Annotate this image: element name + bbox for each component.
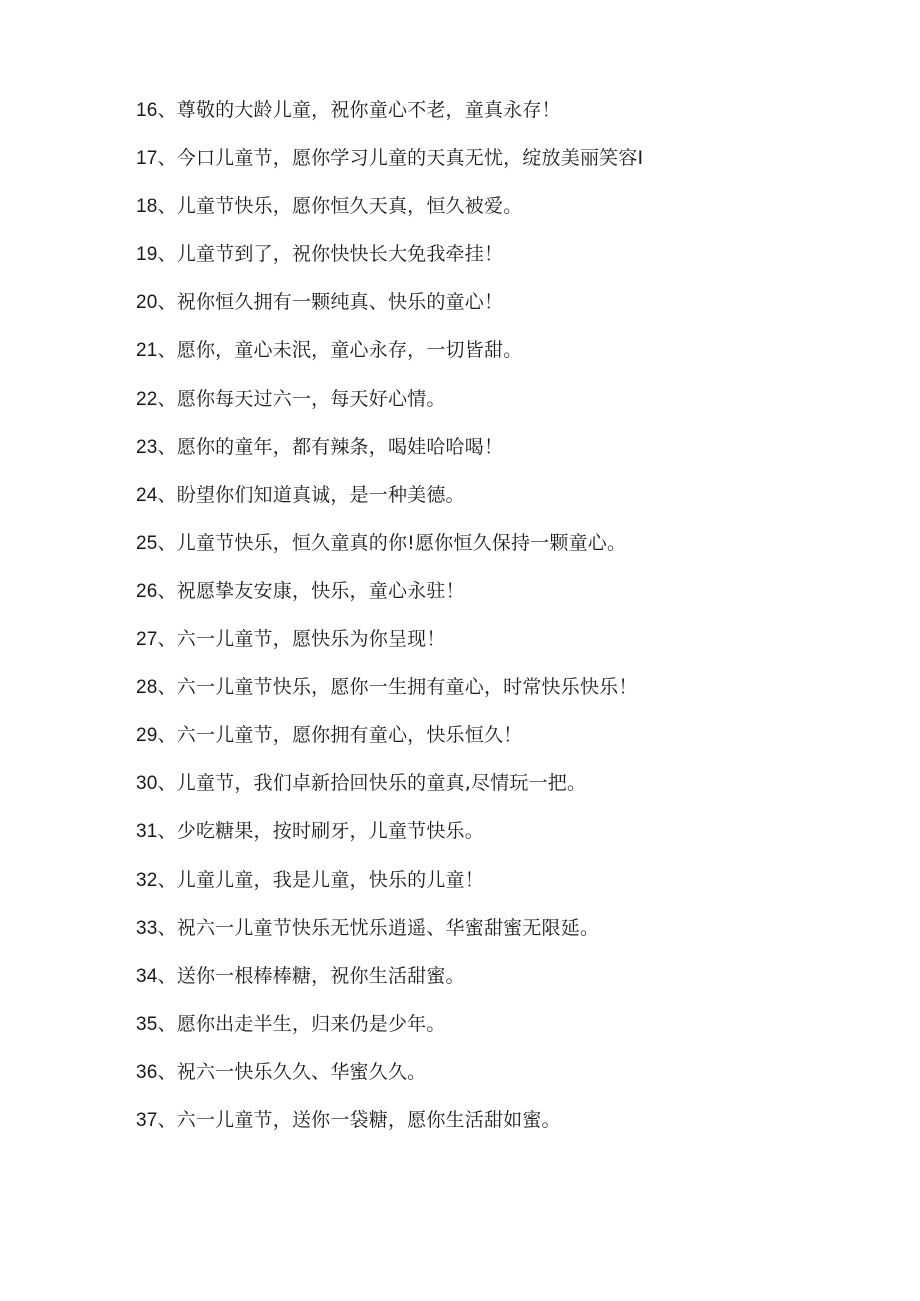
list-item: [136, 761, 643, 809]
item-text: 、儿童节到了，祝你快快长大免我牵挂！: [157, 243, 504, 266]
list-item: [136, 521, 643, 569]
list-item: [136, 1050, 643, 1098]
list-item: [136, 809, 643, 857]
item-number: 36: [136, 1061, 158, 1083]
item-number: 21: [136, 340, 158, 362]
item-number: 22: [136, 388, 158, 410]
item-text: 、少吃糖果，按时刷牙，儿童节快乐。: [157, 820, 484, 843]
item-text: 、祝你恒久拥有一颗纯真、快乐的童心！: [157, 291, 504, 314]
wish-list: [136, 88, 643, 1146]
item-text: 、愿你，童心未泯，童心永存，一切皆甜。: [157, 339, 523, 362]
item-number: 29: [136, 725, 158, 747]
item-number: 30: [136, 773, 158, 795]
item-number: 18: [136, 196, 158, 218]
item-text: 、愿你的童年，都有辣条，喝娃哈哈喝！: [157, 435, 504, 458]
item-number: 19: [136, 244, 158, 266]
list-item: [136, 1098, 643, 1146]
item-text: 、儿童儿童，我是儿童，快乐的儿童！: [157, 868, 484, 891]
item-number: 33: [136, 917, 158, 939]
item-text: 、儿童节快乐，恒久童真的你!愿你恒久保持一颗童心。: [157, 531, 627, 554]
list-item: [136, 906, 643, 954]
item-text: 、儿童节，我们卓新拾回快乐的童真,尽情玩一把。: [157, 772, 587, 795]
item-text: 、愿你出走半生，归来仍是少年。: [157, 1012, 446, 1035]
item-number: 26: [136, 580, 158, 602]
item-text: 、儿童节快乐，愿你恒久天真，恒久被爱。: [157, 195, 523, 218]
list-item: [136, 232, 643, 280]
list-item: [136, 328, 643, 376]
item-number: 27: [136, 629, 158, 651]
item-text: 、愿你每天过六一，每天好心情。: [157, 387, 446, 410]
list-item: [136, 473, 643, 521]
item-number: 17: [136, 148, 158, 170]
item-text: 、祝愿挚友安康，快乐，童心永驻！: [157, 579, 465, 602]
item-number: 20: [136, 292, 158, 314]
item-text: 、祝六一儿童节快乐无忧乐逍遥、华蜜甜蜜无限延。: [157, 916, 600, 939]
list-item: [136, 184, 643, 232]
item-number: 24: [136, 484, 158, 506]
item-number: 16: [136, 100, 158, 121]
list-item: [136, 569, 643, 617]
item-number: 34: [136, 965, 158, 987]
item-text: 、六一儿童节，愿你拥有童心，快乐恒久！: [157, 724, 523, 747]
item-number: 37: [136, 1109, 158, 1131]
item-text: 、六一儿童节，愿快乐为你呈现！: [157, 628, 446, 651]
list-item: [136, 954, 643, 1002]
item-number: 23: [136, 436, 158, 458]
list-item: [136, 377, 643, 425]
list-item: [136, 1002, 643, 1050]
item-number: 28: [136, 677, 158, 699]
list-item: [136, 88, 643, 136]
list-item: [136, 713, 643, 761]
item-text: 、尊敬的大龄儿童，祝你童心不老，童真永存！: [157, 99, 561, 121]
list-item: [136, 858, 643, 906]
list-item: [136, 425, 643, 473]
item-text: 、今口儿童节，愿你学习儿童的天真无忧，绽放美丽笑容I: [157, 147, 644, 170]
item-text: 、六一儿童节，送你一袋糖，愿你生活甜如蜜。: [157, 1108, 561, 1131]
item-text: 、祝六一快乐久久、华蜜久久。: [157, 1060, 427, 1083]
item-number: 25: [136, 532, 158, 554]
item-number: 35: [136, 1013, 158, 1035]
list-item: [136, 280, 643, 328]
list-item: [136, 617, 643, 665]
item-number: 31: [136, 821, 158, 843]
list-item: [136, 665, 643, 713]
item-text: 、送你一根棒棒糖，祝你生活甜蜜。: [157, 964, 465, 987]
item-text: 、盼望你们知道真诚，是一种美德。: [157, 483, 465, 506]
list-item: [136, 136, 643, 184]
item-number: 32: [136, 869, 158, 891]
item-text: 、六一儿童节快乐，愿你一生拥有童心，时常快乐快乐！: [157, 676, 638, 699]
